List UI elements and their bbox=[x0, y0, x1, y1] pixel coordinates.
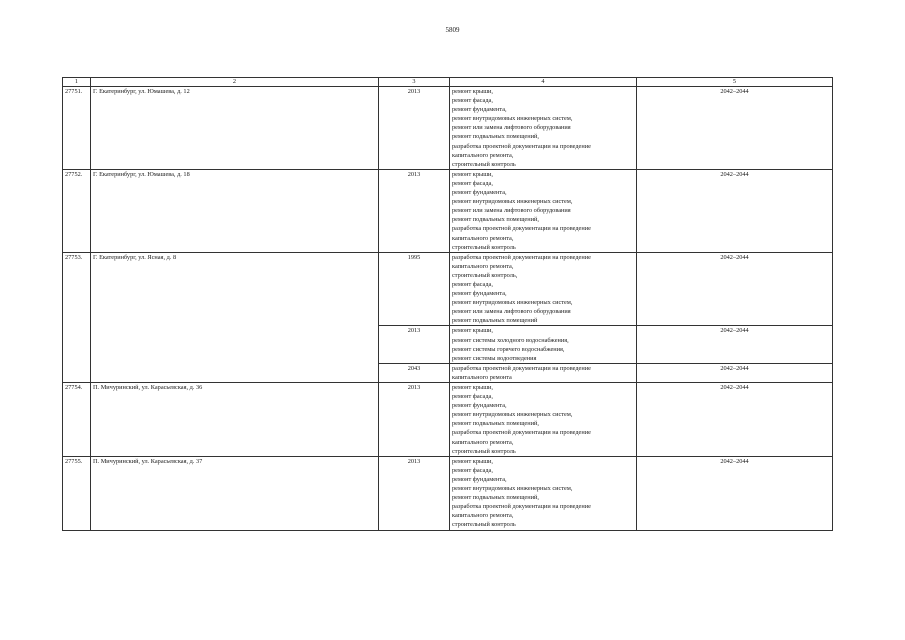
work-item: ремонт внутридомовых инженерных систем, bbox=[452, 115, 573, 123]
work-item: ремонт подвальных помещений, bbox=[452, 133, 539, 141]
work-item: ремонт внутридомовых инженерных систем, bbox=[452, 411, 573, 419]
table-row bbox=[63, 252, 833, 326]
work-item: ремонт внутридомовых инженерных систем, bbox=[452, 485, 573, 493]
work-item: ремонт фундамента, bbox=[452, 475, 507, 483]
work-item: строительный контроль, bbox=[452, 271, 518, 279]
work-item: строительный контроль bbox=[452, 521, 516, 529]
work-item: капитального ремонта, bbox=[452, 262, 514, 270]
page-number: 5809 bbox=[445, 26, 460, 34]
table-row bbox=[63, 456, 833, 530]
address-cell: Г. Екатеринбург, ул. Юмашева, д. 18 bbox=[91, 169, 379, 252]
year-cell: 2013 bbox=[379, 169, 450, 252]
work-item: капитального ремонта bbox=[452, 373, 512, 381]
work-item: капитального ремонта, bbox=[452, 234, 514, 242]
work-item: строительный контроль bbox=[452, 447, 516, 455]
work-item: ремонт внутридомовых инженерных систем, bbox=[452, 198, 573, 206]
work-item: ремонт системы горячего водоснабжения, bbox=[452, 345, 565, 353]
work-item: ремонт фасада, bbox=[452, 97, 493, 105]
header-cell: 5 bbox=[637, 78, 833, 87]
work-item: строительный контроль bbox=[452, 243, 516, 251]
row-number-cell: 27755. bbox=[63, 456, 91, 530]
period-cell: 2042–2044 bbox=[637, 169, 833, 252]
header-cell: 1 bbox=[63, 78, 91, 87]
work-item: ремонт подвальных помещений bbox=[452, 317, 538, 325]
row-number-cell: 27753. bbox=[63, 252, 91, 382]
work-item: разработка проектной документации на проведение bbox=[452, 364, 591, 372]
work-item: ремонт фасада, bbox=[452, 280, 493, 288]
work-item: разработка проектной документации на проведение bbox=[452, 225, 591, 233]
work-item: ремонт подвальных помещений, bbox=[452, 494, 539, 502]
year-cell: 2013 bbox=[379, 383, 450, 457]
header-cell: 3 bbox=[379, 78, 450, 87]
work-item: ремонт фундамента, bbox=[452, 290, 507, 298]
work-item: капитального ремонта, bbox=[452, 512, 514, 520]
work-item: ремонт крыши, bbox=[452, 384, 494, 391]
work-item: ремонт или замена лифтового оборудования bbox=[452, 207, 571, 215]
register-table bbox=[62, 77, 833, 531]
work-item: ремонт фундамента, bbox=[452, 402, 507, 410]
year-cell: 2013 bbox=[379, 326, 450, 363]
works-cell bbox=[450, 383, 637, 457]
work-item: ремонт крыши, bbox=[452, 88, 494, 95]
period-cell: 2042–2044 bbox=[637, 252, 833, 326]
period-cell: 2042–2044 bbox=[637, 383, 833, 457]
works-cell bbox=[450, 363, 637, 382]
table-row bbox=[63, 169, 833, 252]
work-item: разработка проектной документации на проведение bbox=[452, 503, 591, 511]
work-item: ремонт фасада, bbox=[452, 466, 493, 474]
work-item: ремонт системы холодного водоснабжения, bbox=[452, 336, 569, 344]
work-item: ремонт крыши, bbox=[452, 457, 494, 465]
work-item: ремонт подвальных помещений, bbox=[452, 216, 539, 224]
address-cell: Г. Екатеринбург, ул. Юмашева, д. 12 bbox=[91, 87, 379, 170]
address-cell: Г. Екатеринбург, ул. Ясная, д. 8 bbox=[91, 252, 379, 382]
work-item: ремонт подвальных помещений, bbox=[452, 420, 539, 428]
work-item: ремонт крыши, bbox=[452, 327, 494, 335]
year-cell: 1995 bbox=[379, 252, 450, 326]
works-cell bbox=[450, 456, 637, 530]
row-number-cell: 27754. bbox=[63, 383, 91, 457]
work-item: ремонт фундамента, bbox=[452, 189, 507, 197]
row-number-cell: 27752. bbox=[63, 169, 91, 252]
table-row bbox=[63, 87, 833, 170]
work-item: ремонт или замена лифтового оборудования bbox=[452, 308, 571, 316]
work-item: ремонт внутридомовых инженерных систем, bbox=[452, 299, 573, 307]
works-cell bbox=[450, 169, 637, 252]
column-number-header bbox=[63, 78, 833, 87]
work-item: ремонт крыши, bbox=[452, 170, 494, 178]
address-cell: П. Мичуринский, ул. Карасьевская, д. 36 bbox=[91, 383, 379, 457]
year-cell: 2013 bbox=[379, 456, 450, 530]
header-cell: 4 bbox=[450, 78, 637, 87]
work-item: разработка проектной документации на проведение bbox=[452, 429, 591, 437]
work-item: капитального ремонта, bbox=[452, 151, 514, 159]
period-cell: 2042–2044 bbox=[637, 363, 833, 382]
period-cell: 2042–2044 bbox=[637, 87, 833, 170]
work-item: разработка проектной документации на проведение bbox=[452, 142, 591, 150]
year-cell: 2043 bbox=[379, 363, 450, 382]
work-item: ремонт фасада, bbox=[452, 393, 493, 401]
work-item: ремонт фундамента, bbox=[452, 106, 507, 114]
period-cell: 2042–2044 bbox=[637, 456, 833, 530]
work-item: разработка проектной документации на проведение bbox=[452, 253, 591, 261]
works-cell bbox=[450, 252, 637, 326]
work-item: ремонт системы водоотведения bbox=[452, 354, 537, 362]
row-number-cell: 27751. bbox=[63, 87, 91, 170]
period-cell: 2042–2044 bbox=[637, 326, 833, 363]
address-cell: П. Мичуринский, ул. Карасьевская, д. 37 bbox=[91, 456, 379, 530]
work-item: строительный контроль bbox=[452, 160, 516, 168]
works-cell bbox=[450, 87, 637, 170]
work-item: ремонт фасада, bbox=[452, 179, 493, 187]
table-row bbox=[63, 383, 833, 457]
year-cell: 2013 bbox=[379, 87, 450, 170]
works-cell bbox=[450, 326, 637, 363]
work-item: капитального ремонта, bbox=[452, 438, 514, 446]
header-cell: 2 bbox=[91, 78, 379, 87]
work-item: ремонт или замена лифтового оборудования bbox=[452, 124, 571, 132]
